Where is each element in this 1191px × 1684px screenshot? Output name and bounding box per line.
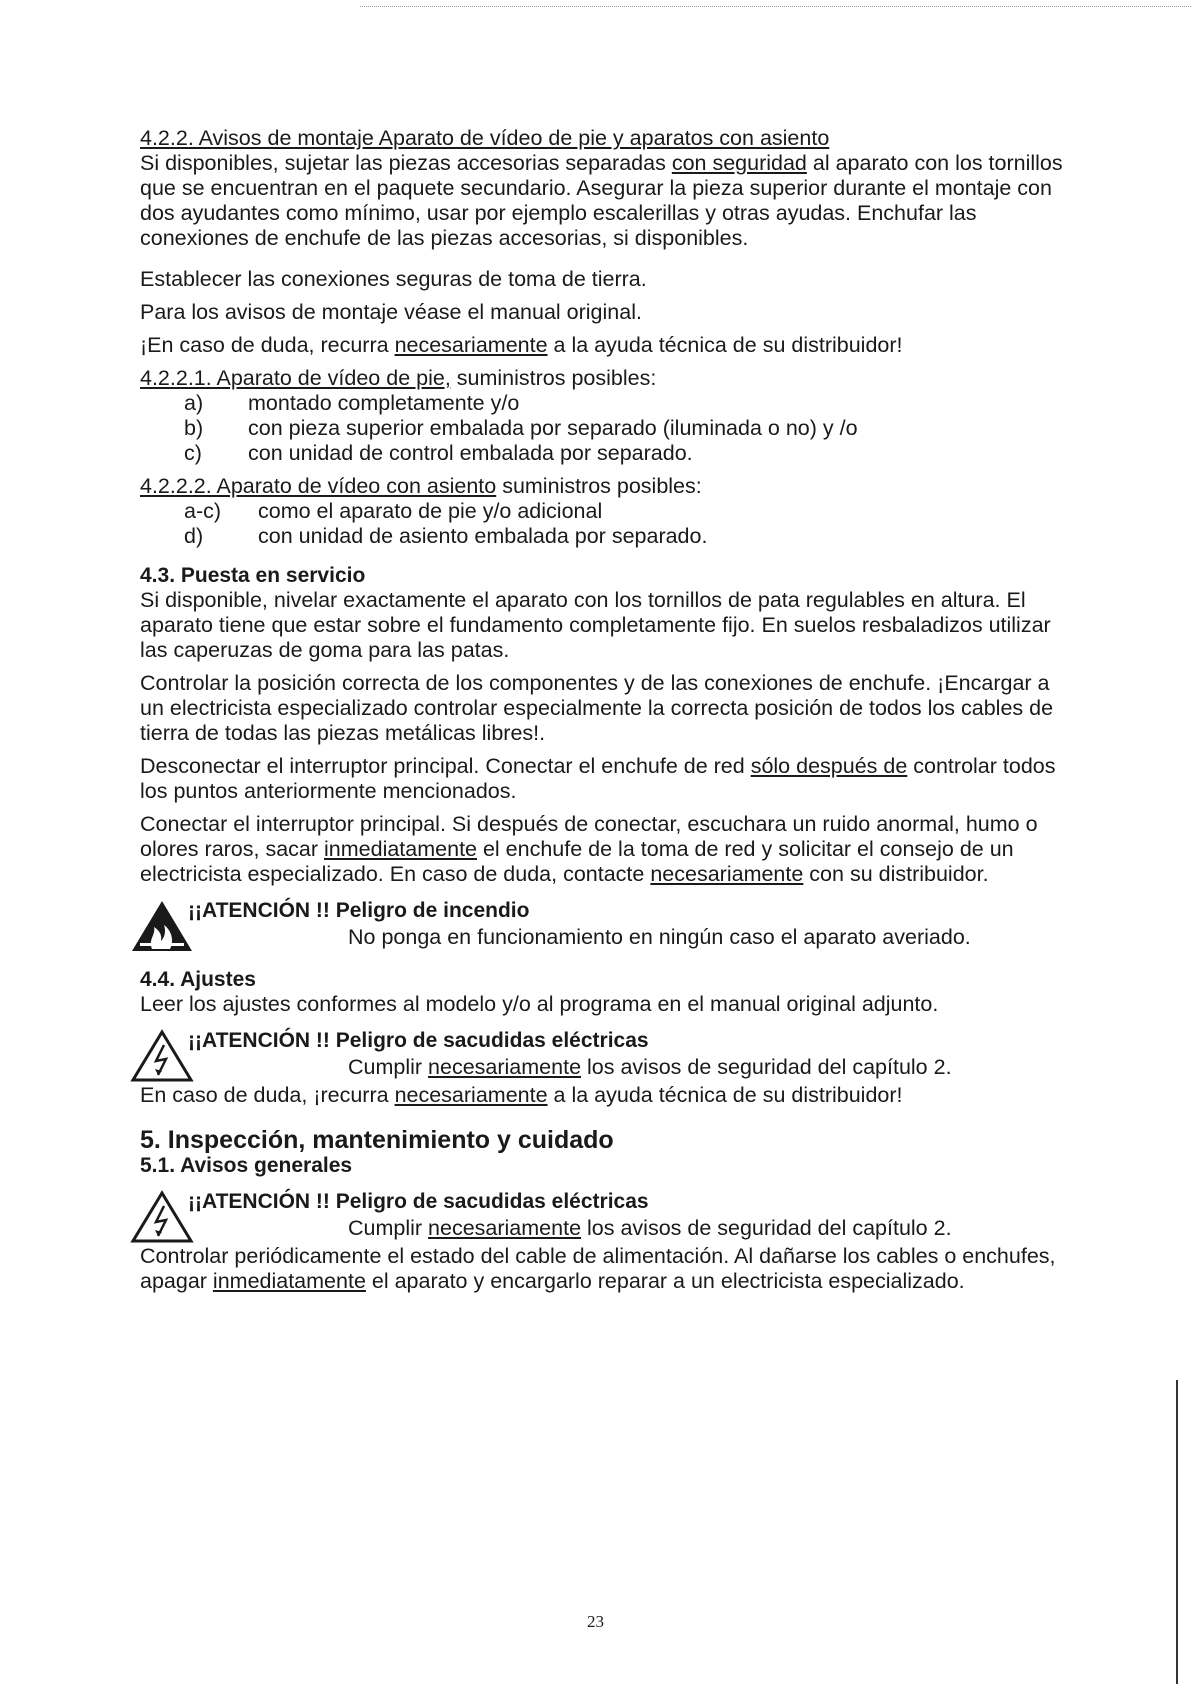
- page-number: 23: [587, 1612, 604, 1631]
- section-4-2-2-paragraph-3: Para los avisos de montaje véase el manual original.: [140, 300, 642, 324]
- warning-text: [348, 1216, 1168, 1241]
- document-page: [140, 126, 1070, 1294]
- text-run: Si disponibles, sujetar las piezas accesorias separadas: [140, 151, 672, 175]
- emphasis-underline: necesariamente: [394, 333, 548, 357]
- text-run: los avisos de seguridad del capítulo 2.: [581, 1216, 952, 1240]
- text-run: ¡En caso de duda, recurra: [140, 333, 395, 357]
- scan-edge-line-right: [1176, 1380, 1178, 1684]
- emphasis-underline: sólo después de: [750, 754, 908, 778]
- list-item-text: con unidad de asiento embalada por separado.: [258, 524, 708, 548]
- electric-warning-block: [140, 1027, 1070, 1083]
- fire-warning-icon: [130, 899, 194, 953]
- list-item: [140, 416, 1070, 441]
- electric-warning-block: [140, 1188, 1070, 1244]
- text-run: el aparato y encargarlo reparar a un electricista especializado.: [365, 1269, 965, 1293]
- section-4-3-paragraph-1: Si disponible, nivelar exactamente el aparato con los tornillos de pata regulables en altura. El aparato tiene que estar sobre el fundamento completamente fijo. En suelos resbaladizos utilizar las caperuzas de goma para las patas.: [140, 588, 1051, 662]
- text-run: Cumplir: [348, 1216, 429, 1240]
- supply-list-2: [140, 499, 1070, 549]
- text-run: controlar todos los puntos anteriormente mencionados.: [140, 754, 1056, 803]
- emphasis-underline: necesariamente: [650, 862, 804, 886]
- list-item-text: montado completamente y/o: [248, 391, 520, 415]
- list-item-label: a-c): [184, 499, 222, 523]
- text-run: el enchufe de la toma de red y solicitar el consejo de un electricista especializado. En caso de duda, contacte: [140, 837, 1014, 886]
- section-4-3-paragraph-3: [140, 754, 1070, 804]
- text-run: Conectar el interruptor principal. Si después de conectar, escuchara un ruido anormal, humo o olores raros, sacar: [140, 812, 1038, 861]
- section-4-3-paragraph-2: Controlar la posición correcta de los componentes y de las conexiones de enchufe. ¡Encargar a un electricista especializado controlar especialmente la correcta posición de todos los cables de tierra de todas las piezas metálicas libres!.: [140, 671, 1054, 745]
- section-4-2-2-title: 4.2.2. Avisos de montaje Aparato de vídeo de pie y aparatos con asiento: [140, 126, 830, 150]
- emphasis-underline: con seguridad: [671, 151, 807, 175]
- fire-warning-block: [140, 897, 1070, 953]
- section-4-2-2-paragraph-2: Establecer las conexiones seguras de toma de tierra.: [140, 267, 647, 291]
- section-5-1-heading: 5.1. Avisos generales: [140, 1154, 353, 1177]
- text-run: a la ayuda técnica de su distribuidor!: [547, 333, 903, 357]
- section-4-2-2-paragraph-1: [140, 151, 1070, 251]
- text-run: suministros posibles:: [496, 474, 702, 498]
- list-item-label: c): [184, 441, 202, 465]
- list-item-label: b): [184, 416, 204, 440]
- text-run: a la ayuda técnica de su distribuidor!: [547, 1083, 903, 1107]
- section-4-4-paragraph-1: Leer los ajustes conformes al modelo y/o al programa en el manual original adjunto.: [140, 992, 939, 1016]
- electric-warning-icon: [130, 1029, 194, 1083]
- emphasis-underline: inmediatamente: [212, 1269, 366, 1293]
- text-run: Desconectar el interruptor principal. Conectar el enchufe de red: [140, 754, 751, 778]
- warning-title: ¡¡ATENCIÓN !! Peligro de sacudidas eléctricas: [188, 1190, 649, 1213]
- electric-warning-icon: [130, 1190, 194, 1244]
- emphasis-underline: necesariamente: [428, 1055, 582, 1079]
- emphasis-underline: necesariamente: [428, 1216, 582, 1240]
- list-item: [140, 524, 1070, 549]
- list-item-text: con pieza superior embalada por separado (iluminada o no) y /o: [248, 416, 858, 440]
- list-item-text: con unidad de control embalada por separado.: [248, 441, 693, 465]
- text-run: En caso de duda, ¡recurra: [140, 1083, 395, 1107]
- section-5-paragraph-1: [140, 1244, 1070, 1294]
- supply-list-1: [140, 391, 1070, 466]
- list-item-label: a): [184, 391, 204, 415]
- text-run: con su distribuidor.: [803, 862, 989, 886]
- text-run: los avisos de seguridad del capítulo 2.: [581, 1055, 952, 1079]
- text-run: suministros posibles:: [450, 366, 657, 390]
- emphasis-underline: necesariamente: [394, 1083, 548, 1107]
- section-4-3-paragraph-4: [140, 812, 1070, 887]
- section-5-heading: 5. Inspección, mantenimiento y cuidado: [140, 1126, 614, 1154]
- subsection-title-underlined: 4.2.2.1. Aparato de vídeo de pie,: [140, 366, 451, 390]
- section-4-4-heading: 4.4. Ajustes: [140, 968, 256, 991]
- section-4-2-2-1-title: [140, 366, 1070, 391]
- section-4-2-2-paragraph-4: [140, 333, 1070, 358]
- list-item: [140, 441, 1070, 466]
- warning-title: ¡¡ATENCIÓN !! Peligro de incendio: [188, 899, 530, 922]
- scan-edge-line: [360, 6, 1191, 7]
- warning-text: No ponga en funcionamiento en ningún caso el aparato averiado.: [348, 925, 971, 949]
- emphasis-underline: inmediatamente: [324, 837, 477, 861]
- section-4-3-heading: 4.3. Puesta en servicio: [140, 564, 366, 587]
- list-item-label: d): [184, 524, 204, 548]
- list-item-text: como el aparato de pie y/o adicional: [258, 499, 603, 523]
- section-4-4-paragraph-2: [140, 1083, 1070, 1108]
- subsection-title-underlined: 4.2.2.2. Aparato de vídeo con asiento: [140, 474, 497, 498]
- warning-text: [348, 1055, 1168, 1080]
- list-item: [140, 499, 1070, 524]
- text-run: Cumplir: [348, 1055, 429, 1079]
- text-run: Controlar periódicamente el estado del cable de alimentación. Al dañarse los cables o enchufes, apagar: [140, 1244, 1056, 1293]
- section-4-2-2-2-title: [140, 474, 1070, 499]
- warning-title: ¡¡ATENCIÓN !! Peligro de sacudidas eléctricas: [188, 1029, 649, 1052]
- text-run: al aparato con los tornillos que se encuentran en el paquete secundario. Asegurar la pieza superior durante el montaje con dos ayudantes como mínimo, usar por ejemplo escalerillas y otras ayudas. Enchufar las conexiones de enchufe de las piezas accesorias, si disponibles.: [140, 151, 1063, 250]
- list-item: [140, 391, 1070, 416]
